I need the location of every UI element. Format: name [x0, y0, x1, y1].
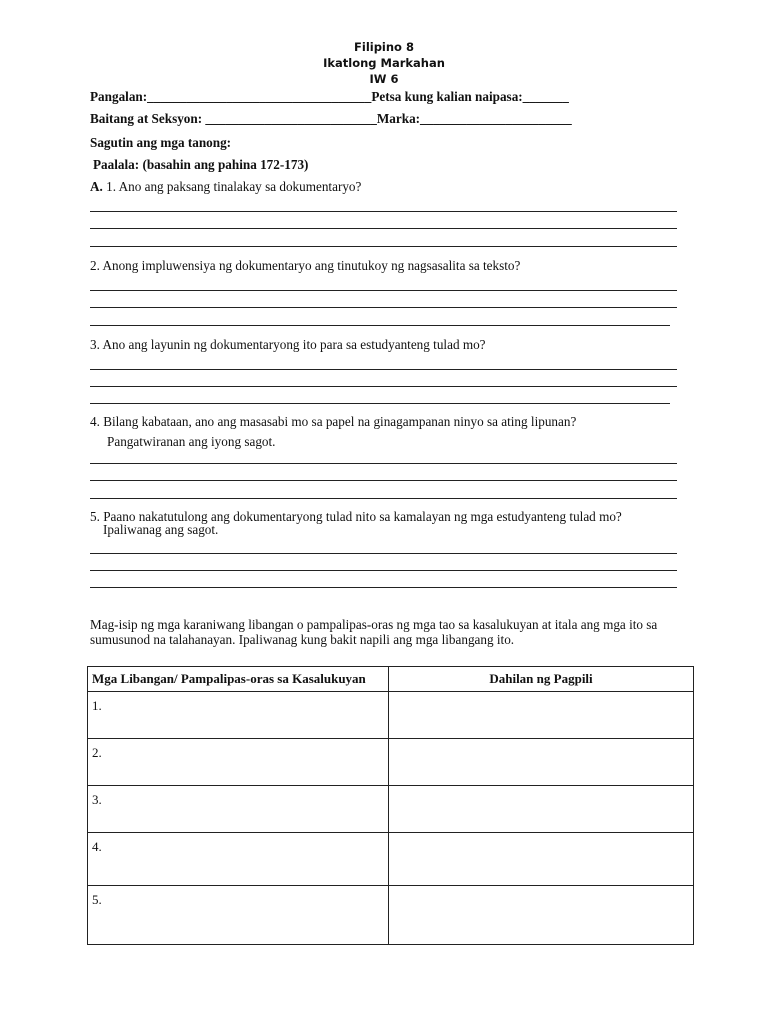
table-cell-number[interactable]: 4.	[88, 833, 389, 886]
question-1-text: 1. Ano ang paksang tinalakay sa dokumentaryo?	[106, 179, 362, 194]
table-row	[88, 786, 694, 833]
iw-title: IW 6	[369, 72, 399, 86]
answer-line[interactable]	[90, 553, 677, 554]
table-cell-number[interactable]: 5.	[88, 886, 389, 945]
answer-line[interactable]	[90, 403, 670, 404]
table-header-row	[88, 667, 694, 692]
question-4: 4. Bilang kabataan, ano ang masasabi mo sa papel na ginagampanan ninyo sa ating lipunan?	[90, 414, 577, 429]
question-3: 3. Ano ang layunin ng dokumentaryong ito para sa estudyanteng tulad mo?	[90, 337, 486, 352]
question-2: 2. Anong impluwensiya ng dokumentaryo ang tinutukoy ng nagsasalita sa teksto?	[90, 258, 521, 273]
table-cell-number[interactable]: 2.	[88, 739, 389, 786]
table-cell-reason[interactable]	[389, 786, 694, 833]
table-row	[88, 833, 694, 886]
table-cell-reason[interactable]	[389, 739, 694, 786]
section-label: A.	[90, 179, 103, 194]
table-cell-reason[interactable]	[389, 886, 694, 945]
answer-line[interactable]	[90, 211, 677, 212]
name-date-field[interactable]: Pangalan:__________________________________Petsa kung kalian naipasa:_______	[90, 89, 569, 104]
table-cell-number[interactable]: 1.	[88, 692, 389, 739]
quarter-title: Ikatlong Markahan	[323, 56, 445, 70]
answer-line[interactable]	[90, 246, 677, 247]
table-row	[88, 886, 694, 945]
answer-line[interactable]	[90, 570, 677, 571]
answer-line[interactable]	[90, 325, 670, 326]
table-header-reason: Dahilan ng Pagpili	[389, 667, 694, 692]
answer-line[interactable]	[90, 290, 677, 291]
question-1	[90, 179, 361, 195]
grade-score-field[interactable]: Baitang at Seksyon: __________________________Marka:_______________________	[90, 111, 572, 126]
answer-line[interactable]	[90, 228, 677, 229]
answer-line[interactable]	[90, 498, 677, 499]
table-cell-number[interactable]: 3.	[88, 786, 389, 833]
question-5: 5. Paano nakatutulong ang dokumentaryong tulad nito sa kamalayan ng mga estudyanteng tulad mo?	[90, 509, 622, 524]
table-cell-reason[interactable]	[389, 833, 694, 886]
answer-line[interactable]	[90, 369, 677, 370]
answer-line[interactable]	[90, 307, 677, 308]
instruction-heading: Sagutin ang mga tanong:	[90, 135, 232, 150]
table-header-hobbies: Mga Libangan/ Pampalipas-oras sa Kasalukuyan	[88, 667, 389, 692]
reminder-note: Paalala: (basahin ang pahina 172-173)	[93, 157, 309, 172]
answer-line[interactable]	[90, 463, 677, 464]
table-row	[88, 739, 694, 786]
answer-line[interactable]	[90, 480, 677, 481]
answer-line[interactable]	[90, 587, 677, 588]
table-cell-reason[interactable]	[389, 692, 694, 739]
table-row	[88, 692, 694, 739]
hobbies-table	[87, 666, 694, 945]
question-5-continuation: Ipaliwanag ang sagot.	[103, 522, 219, 537]
subject-title: Filipino 8	[354, 40, 414, 54]
activity-instructions: Mag-isip ng mga karaniwang libangan o pampalipas-oras ng mga tao sa kasalukuyan at itala ang mga ito sa sumusunod na talahanayan. Ipaliwanag kung bakit napili ang mga libangang ito.	[90, 617, 658, 647]
question-4-continuation: Pangatwiranan ang iyong sagot.	[107, 434, 276, 449]
answer-line[interactable]	[90, 386, 677, 387]
